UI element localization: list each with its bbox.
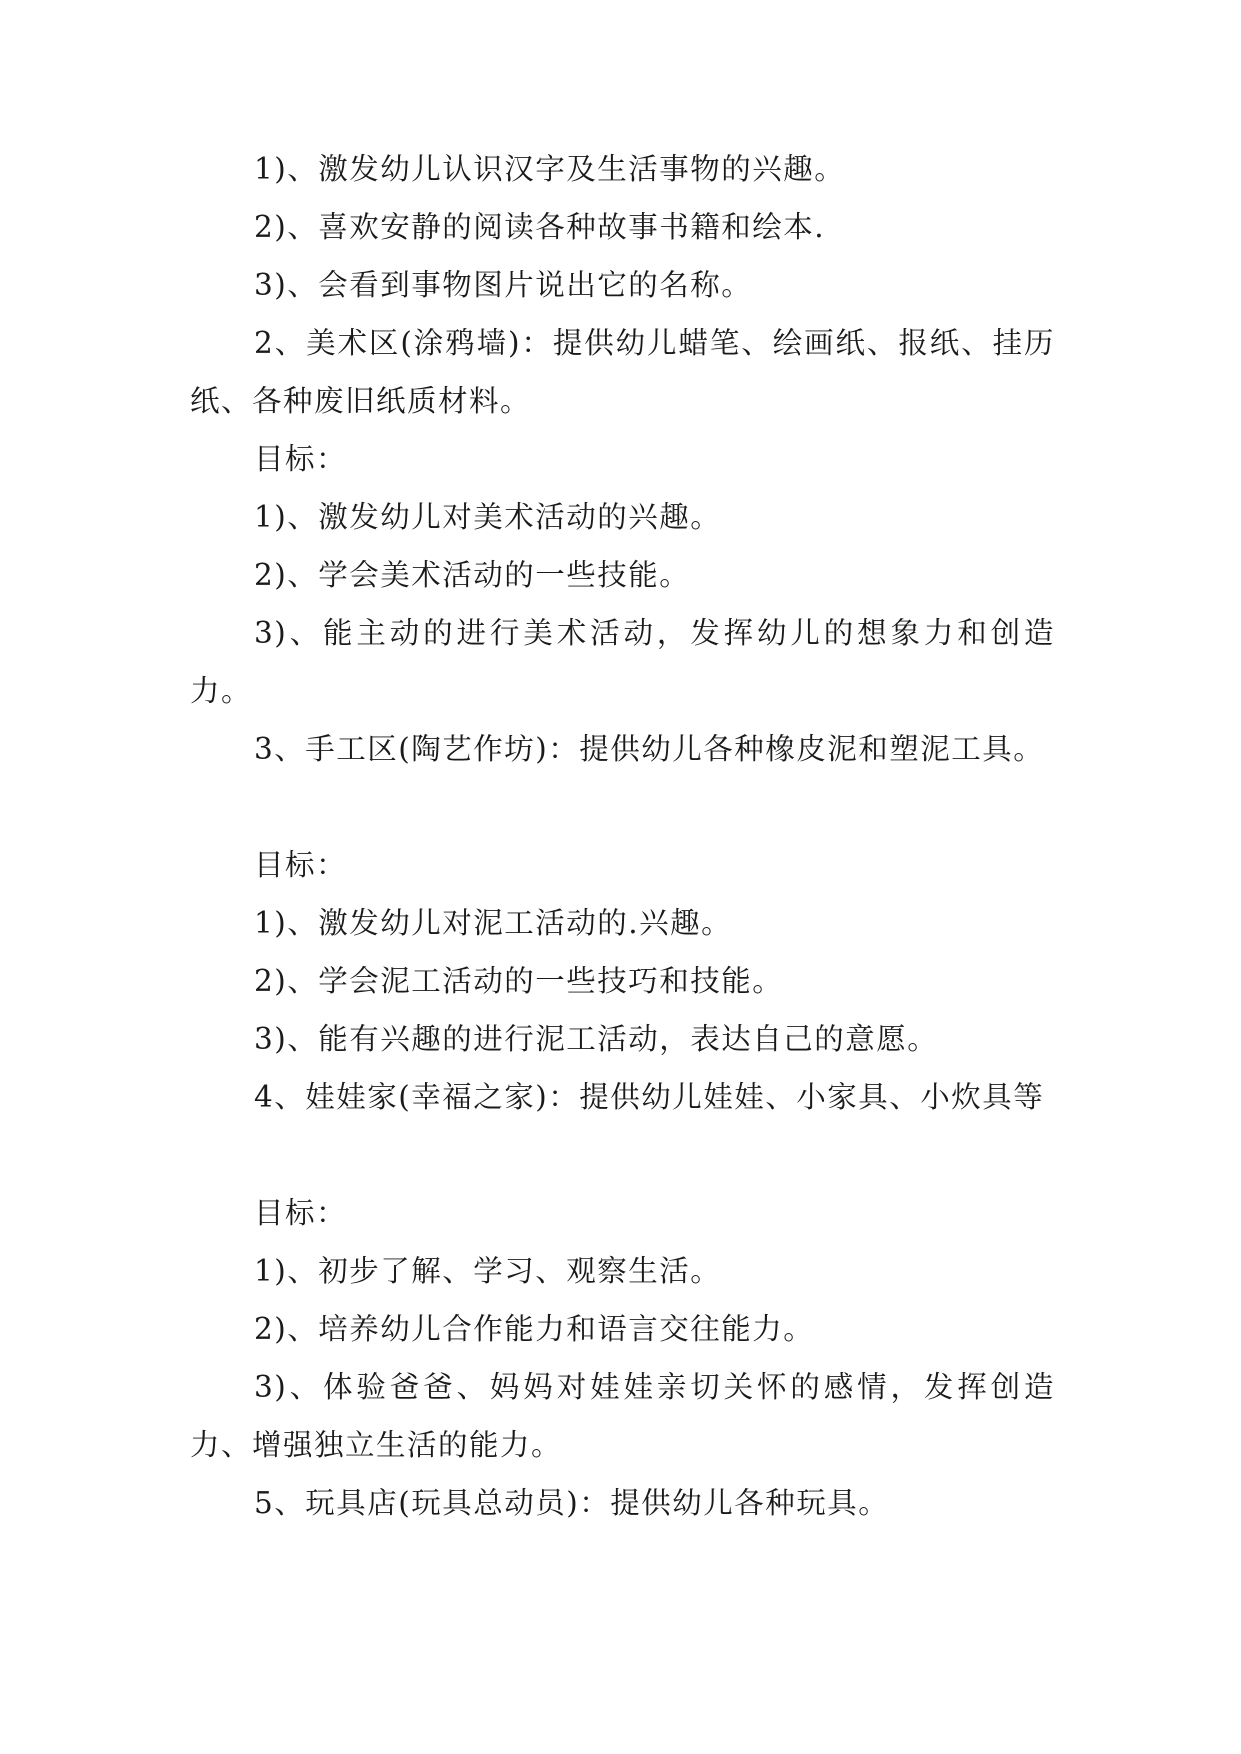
paragraph: 3、手工区(陶艺作坊)：提供幼儿各种橡皮泥和塑泥工具。 [254, 732, 1045, 766]
paragraph: 1)、激发幼儿认识汉字及生活事物的兴趣。 [254, 152, 846, 186]
paragraph: 目标： [254, 1196, 348, 1230]
paragraph: 1)、激发幼儿对美术活动的兴趣。 [254, 500, 722, 534]
paragraph: 3)、会看到事物图片说出它的名称。 [254, 268, 753, 302]
paragraph: 4、娃娃家(幸福之家)：提供幼儿娃娃、小家具、小炊具等 [254, 1080, 1045, 1114]
paragraph: 3)、体验爸爸、妈妈对娃娃亲切关怀的感情，发挥创造力、增强独立生活的能力。 [190, 1370, 1055, 1462]
paragraph: 2)、喜欢安静的阅读各种故事书籍和绘本. [254, 210, 826, 244]
paragraph: 目标： [254, 442, 348, 476]
paragraph: 1)、激发幼儿对泥工活动的.兴趣。 [254, 906, 733, 940]
paragraph: 2)、培养幼儿合作能力和语言交往能力。 [254, 1312, 815, 1346]
paragraph: 5、玩具店(玩具总动员)：提供幼儿各种玩具。 [254, 1486, 890, 1520]
paragraph: 2、美术区(涂鸦墙)：提供幼儿蜡笔、绘画纸、报纸、挂历纸、各种废旧纸质材料。 [190, 326, 1055, 418]
paragraph: 1)、初步了解、学习、观察生活。 [254, 1254, 722, 1288]
paragraph: 2)、学会美术活动的一些技能。 [254, 558, 691, 592]
paragraph: 3)、能主动的进行美术活动，发挥幼儿的想象力和创造力。 [190, 616, 1055, 708]
paragraph: 2)、学会泥工活动的一些技巧和技能。 [254, 964, 784, 998]
paragraph: 目标： [254, 848, 348, 882]
paragraph: 3)、能有兴趣的进行泥工活动，表达自己的意愿。 [254, 1022, 939, 1056]
